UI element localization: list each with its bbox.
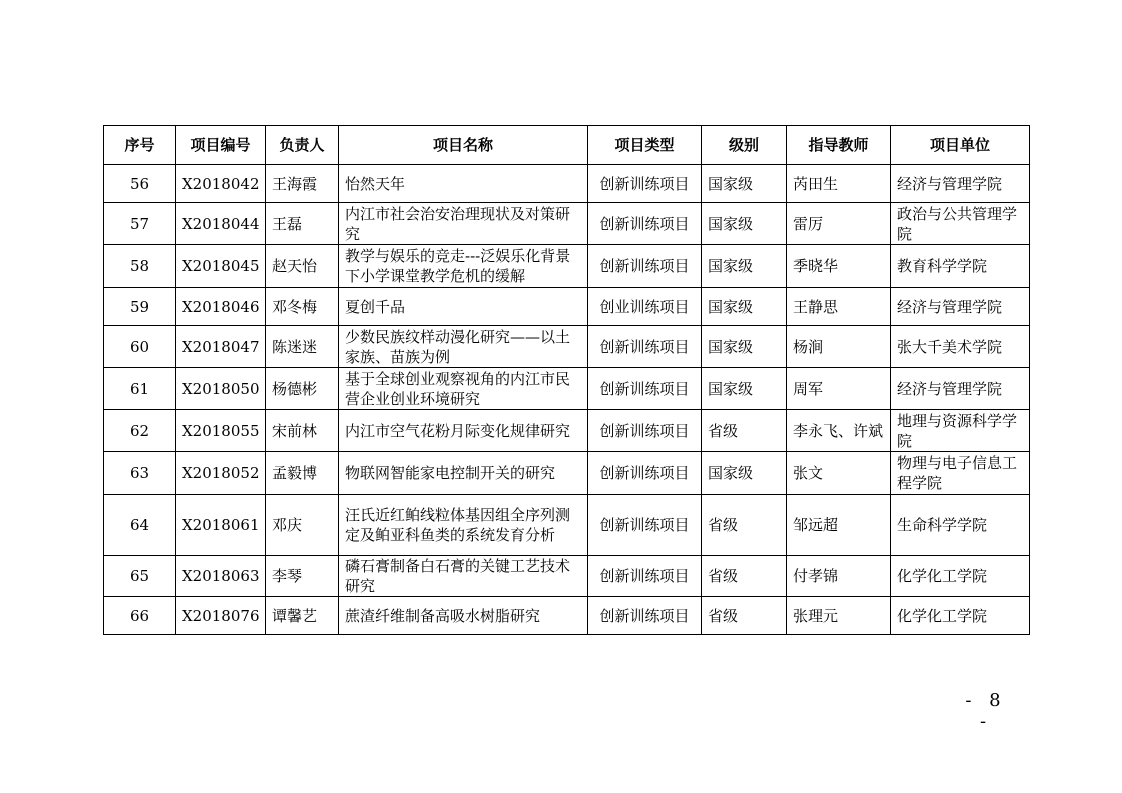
cell-advisor: 付孝锦 [787,556,891,597]
cell-no: 56 [104,165,176,203]
cell-no: 60 [104,326,176,368]
cell-level: 国家级 [702,203,787,245]
cell-unit: 化学化工学院 [891,556,1030,597]
cell-leader: 杨德彬 [266,368,339,410]
cell-unit: 教育科学学院 [891,245,1030,288]
cell-leader: 赵天怡 [266,245,339,288]
cell-type: 创新训练项目 [588,452,702,495]
cell-advisor: 周军 [787,368,891,410]
cell-advisor: 张理元 [787,597,891,635]
cell-unit: 生命科学学院 [891,495,1030,556]
cell-code: X2018052 [176,452,266,495]
cell-type: 创新训练项目 [588,597,702,635]
cell-code: X2018042 [176,165,266,203]
project-table [103,125,1030,635]
cell-level: 省级 [702,410,787,452]
cell-no: 59 [104,288,176,326]
cell-unit: 经济与管理学院 [891,368,1030,410]
cell-code: X2018047 [176,326,266,368]
cell-unit: 地理与资源科学学院 [891,410,1030,452]
header-unit: 项目单位 [891,126,1030,165]
header-code: 项目编号 [176,126,266,165]
cell-advisor: 雷厉 [787,203,891,245]
cell-no: 62 [104,410,176,452]
cell-code: X2018063 [176,556,266,597]
cell-level: 国家级 [702,165,787,203]
cell-unit: 张大千美术学院 [891,326,1030,368]
cell-level: 国家级 [702,326,787,368]
cell-type: 创新训练项目 [588,245,702,288]
cell-code: X2018046 [176,288,266,326]
cell-no: 57 [104,203,176,245]
cell-leader: 孟毅博 [266,452,339,495]
header-no: 序号 [104,126,176,165]
cell-project-name: 物联网智能家电控制开关的研究 [339,452,588,495]
cell-advisor: 李永飞、许斌 [787,410,891,452]
cell-leader: 李琴 [266,556,339,597]
header-leader: 负责人 [266,126,339,165]
cell-code: X2018055 [176,410,266,452]
cell-project-name: 磷石膏制备白石膏的关键工艺技术研究 [339,556,588,597]
cell-type: 创新训练项目 [588,368,702,410]
cell-level: 省级 [702,495,787,556]
cell-project-name: 教学与娱乐的竞走---泛娱乐化背景下小学课堂教学危机的缓解 [339,245,588,288]
cell-level: 国家级 [702,245,787,288]
table-row [104,556,1030,597]
table-row [104,326,1030,368]
cell-level: 省级 [702,556,787,597]
cell-project-name: 内江市社会治安治理现状及对策研究 [339,203,588,245]
cell-level: 国家级 [702,452,787,495]
cell-type: 创新训练项目 [588,556,702,597]
cell-advisor: 芮田生 [787,165,891,203]
table-row [104,245,1030,288]
cell-level: 省级 [702,597,787,635]
cell-project-name: 少数民族纹样动漫化研究——以土家族、苗族为例 [339,326,588,368]
header-advisor: 指导教师 [787,126,891,165]
cell-leader: 王海霞 [266,165,339,203]
cell-unit: 化学化工学院 [891,597,1030,635]
cell-code: X2018076 [176,597,266,635]
cell-code: X2018050 [176,368,266,410]
cell-no: 64 [104,495,176,556]
cell-type: 创新训练项目 [588,326,702,368]
cell-level: 国家级 [702,368,787,410]
cell-no: 61 [104,368,176,410]
cell-advisor: 张文 [787,452,891,495]
table-row [104,165,1030,203]
cell-unit: 经济与管理学院 [891,165,1030,203]
table-row [104,203,1030,245]
cell-project-name: 汪氏近红鲌线粒体基因组全序列测定及鲌亚科鱼类的系统发育分析 [339,495,588,556]
cell-no: 63 [104,452,176,495]
cell-leader: 邓冬梅 [266,288,339,326]
cell-code: X2018044 [176,203,266,245]
table-row [104,495,1030,556]
cell-unit: 经济与管理学院 [891,288,1030,326]
cell-advisor: 杨涧 [787,326,891,368]
cell-leader: 谭馨艺 [266,597,339,635]
cell-advisor: 季晓华 [787,245,891,288]
cell-advisor: 邹远超 [787,495,891,556]
cell-project-name: 怡然天年 [339,165,588,203]
table-row [104,368,1030,410]
cell-no: 58 [104,245,176,288]
cell-no: 65 [104,556,176,597]
cell-project-name: 基于全球创业观察视角的内江市民营企业创业环境研究 [339,368,588,410]
header-type: 项目类型 [588,126,702,165]
cell-project-name: 内江市空气花粉月际变化规律研究 [339,410,588,452]
cell-leader: 邓庆 [266,495,339,556]
cell-type: 创新训练项目 [588,495,702,556]
cell-project-name: 蔗渣纤维制备高吸水树脂研究 [339,597,588,635]
cell-type: 创新训练项目 [588,165,702,203]
table-row [104,597,1030,635]
table-row [104,410,1030,452]
cell-project-name: 夏创千品 [339,288,588,326]
table-row [104,288,1030,326]
cell-advisor: 王静思 [787,288,891,326]
cell-unit: 物理与电子信息工程学院 [891,452,1030,495]
cell-leader: 王磊 [266,203,339,245]
table-header-row [104,126,1030,165]
header-level: 级别 [702,126,787,165]
cell-code: X2018045 [176,245,266,288]
header-name: 项目名称 [339,126,588,165]
cell-code: X2018061 [176,495,266,556]
cell-unit: 政治与公共管理学院 [891,203,1030,245]
cell-type: 创新训练项目 [588,203,702,245]
cell-level: 国家级 [702,288,787,326]
cell-no: 66 [104,597,176,635]
cell-type: 创新训练项目 [588,410,702,452]
cell-leader: 陈迷迷 [266,326,339,368]
cell-leader: 宋前林 [266,410,339,452]
cell-type: 创业训练项目 [588,288,702,326]
table-row [104,452,1030,495]
page-number: - 8 - [965,690,1007,732]
